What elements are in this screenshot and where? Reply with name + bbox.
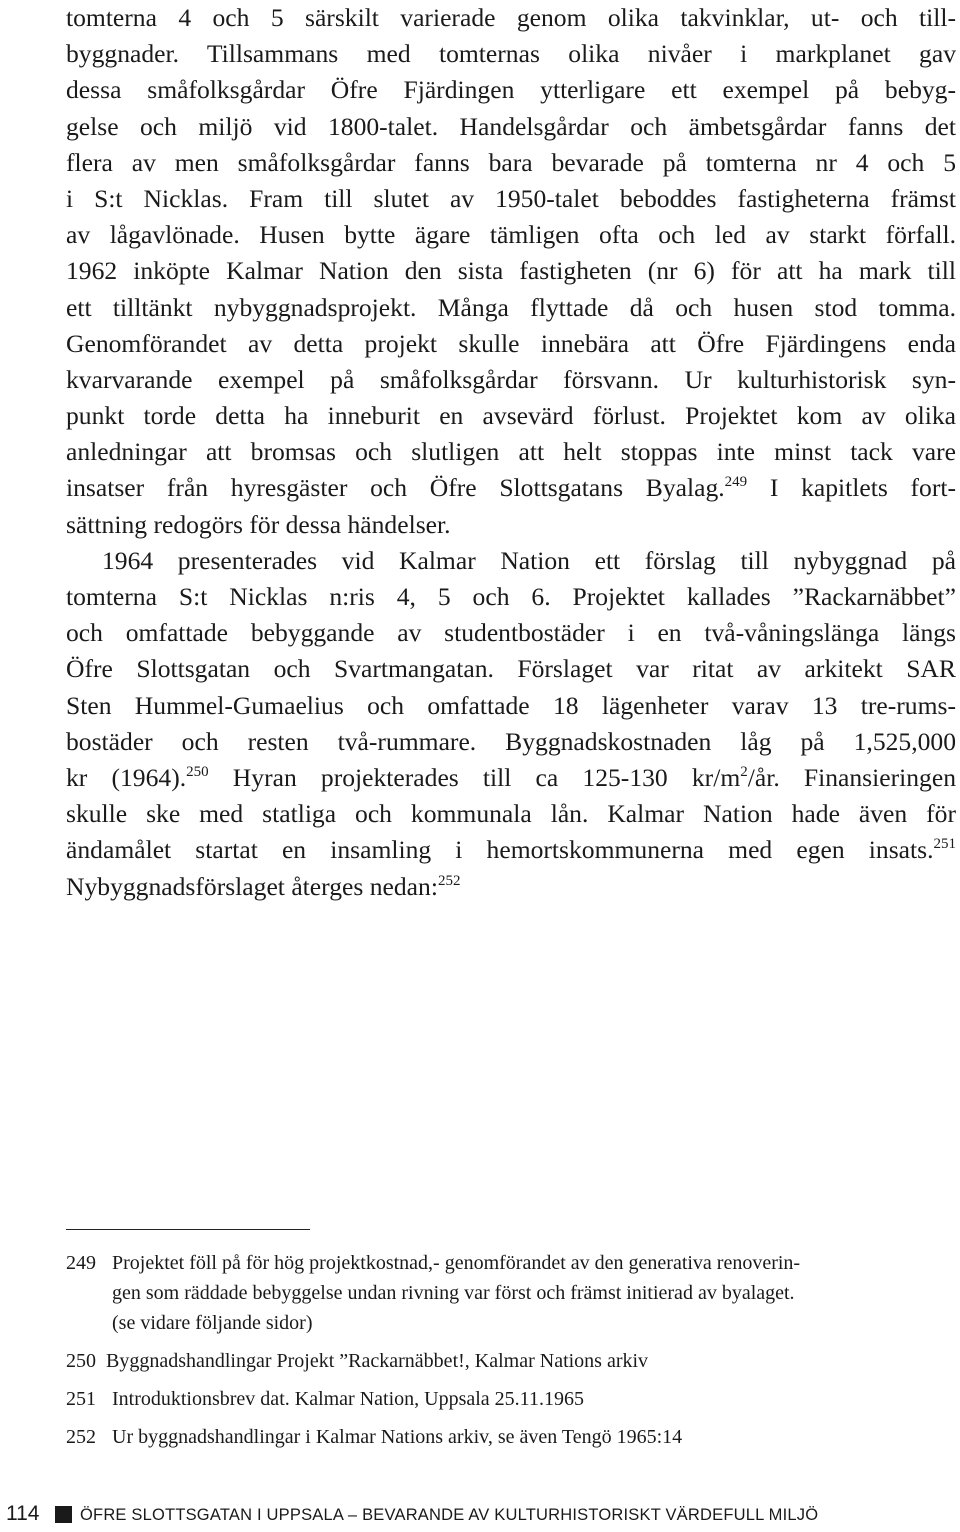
page-footer bbox=[0, 1500, 960, 1530]
text-segment: Hyran projekterades till ca 125-130 kr/m bbox=[208, 762, 741, 792]
text-segment: kr (1964). bbox=[66, 762, 187, 792]
text-line: anledningar att bromsas och slutligen att helt stoppas inte minst tack vare bbox=[66, 437, 956, 467]
text-line: i S:t Nicklas. Fram till slutet av 1950-talet beboddes fastigheterna främst bbox=[66, 183, 956, 213]
text-segment: insatser från hyresgäster och Öfre Slottsgatans Byalag. bbox=[66, 473, 725, 503]
footnote-252 bbox=[66, 1422, 956, 1452]
text-line: 1962 inköpte Kalmar Nation den sista fastigheten (nr 6) för att ha mark till bbox=[66, 256, 956, 286]
footnote-text: Projektet föll på för hög projektkostnad,- genomförandet av den generativa renoverin- bbox=[112, 1252, 801, 1274]
text-line: punkt torde detta ha inneburit en avsevärd förlust. Projektet kom av olika bbox=[66, 401, 956, 431]
footnote-text: Introduktionsbrev dat. Kalmar Nation, Uppsala 25.11.1965 bbox=[112, 1388, 584, 1410]
text-line bbox=[66, 869, 956, 905]
superscript-2: 2 bbox=[740, 763, 748, 780]
text-line: kvarvarande exempel på småfolksgårdar försvann. Ur kulturhistorisk syn- bbox=[66, 364, 956, 394]
text-segment: /år. Finansieringen bbox=[747, 762, 956, 792]
text-line: av lågavlönade. Husen bytte ägare tämligen ofta och led av starkt förfall. bbox=[66, 220, 956, 250]
footnote-number: 252 bbox=[66, 1426, 96, 1448]
text-line: och omfattade bebyggande av studentbostäder i en två-våningslänga längs bbox=[66, 618, 956, 648]
footnote-number: 250 bbox=[66, 1350, 96, 1372]
body-text bbox=[66, 0, 956, 905]
footnote-250 bbox=[66, 1346, 956, 1376]
text-line: gelse och miljö vid 1800-talet. Handelsgårdar och ämbetsgårdar fanns det bbox=[66, 111, 956, 141]
footnote-ref-249[interactable]: 249 bbox=[724, 474, 748, 491]
footnote-251 bbox=[66, 1384, 956, 1414]
text-line: skulle ske med statliga och kommunala lån. Kalmar Nation hade även för bbox=[66, 799, 956, 829]
text-line: flera av men småfolksgårdar fanns bara bevarade på tomterna nr 4 och 5 bbox=[66, 147, 956, 177]
footnotes bbox=[66, 1248, 956, 1460]
text-segment: I kapitlets fort- bbox=[747, 473, 956, 503]
footnote-249 bbox=[66, 1248, 956, 1338]
text-line: Genomförandet av detta projekt skulle innebära att Öfre Fjärdingens enda bbox=[66, 328, 956, 358]
footnote-ref-251[interactable]: 251 bbox=[933, 836, 956, 853]
footnote-text: gen som räddade bebyggelse undan rivning var först och främst initierad av byalaget. bbox=[112, 1282, 795, 1304]
page-number: 114 bbox=[6, 1502, 40, 1525]
footnote-divider bbox=[66, 1229, 310, 1230]
text-line: ett tilltänkt nybyggnadsprojekt. Många flyttade då och husen stod tomma. bbox=[66, 292, 956, 322]
text-line: bostäder och resten två-rummare. Byggnadskostnaden låg på 1,525,000 bbox=[66, 726, 956, 756]
text-line: sättning redogörs för dessa händelser. bbox=[66, 509, 451, 539]
running-title: ÖFRE SLOTTSGATAN I UPPSALA – BEVARANDE AV KULTURHISTORISKT VÄRDEFULL MILJÖ bbox=[80, 1506, 819, 1524]
footnote-text: Ur byggnadshandlingar i Kalmar Nations arkiv, se även Tengö 1965:14 bbox=[112, 1426, 683, 1448]
text-line: 1964 presenterades vid Kalmar Nation ett förslag till nybyggnad på bbox=[102, 545, 956, 575]
square-bullet-icon bbox=[55, 1506, 72, 1523]
text-line: Öfre Slottsgatan och Svartmangatan. Förslaget var ritat av arkitekt SAR bbox=[66, 654, 956, 684]
text-line: Sten Hummel-Gumaelius och omfattade 18 lägenheter varav 13 tre-rums- bbox=[66, 690, 956, 720]
text-line: byggnader. Tillsammans med tomternas olika nivåer i markplanet gav bbox=[66, 39, 956, 69]
text-line bbox=[66, 470, 956, 506]
text-line: dessa småfolksgårdar Öfre Fjärdingen ytterligare ett exempel på bebyg- bbox=[66, 75, 956, 105]
footnote-number: 251 bbox=[66, 1388, 96, 1410]
text-line bbox=[66, 760, 956, 796]
footnote-text: Byggnadshandlingar Projekt ”Rackarnäbbet!, Kalmar Nations arkiv bbox=[106, 1350, 649, 1372]
footnote-text: (se vidare följande sidor) bbox=[112, 1312, 313, 1334]
text-line bbox=[66, 832, 956, 868]
footnote-number: 249 bbox=[66, 1252, 96, 1274]
footnote-ref-252[interactable]: 252 bbox=[437, 872, 461, 889]
text-line: tomterna S:t Nicklas n:ris 4, 5 och 6. Projektet kallades ”Rackarnäbbet” bbox=[66, 582, 956, 611]
text-segment: Nybyggnadsförslaget återges nedan: bbox=[66, 871, 438, 901]
footnote-ref-250[interactable]: 250 bbox=[186, 763, 209, 780]
text-segment: ändamålet startat en insamling i hemortskommunerna med egen insats. bbox=[66, 835, 934, 865]
text-line: tomterna 4 och 5 särskilt varierade genom olika takvinklar, ut- och till- bbox=[66, 3, 956, 32]
